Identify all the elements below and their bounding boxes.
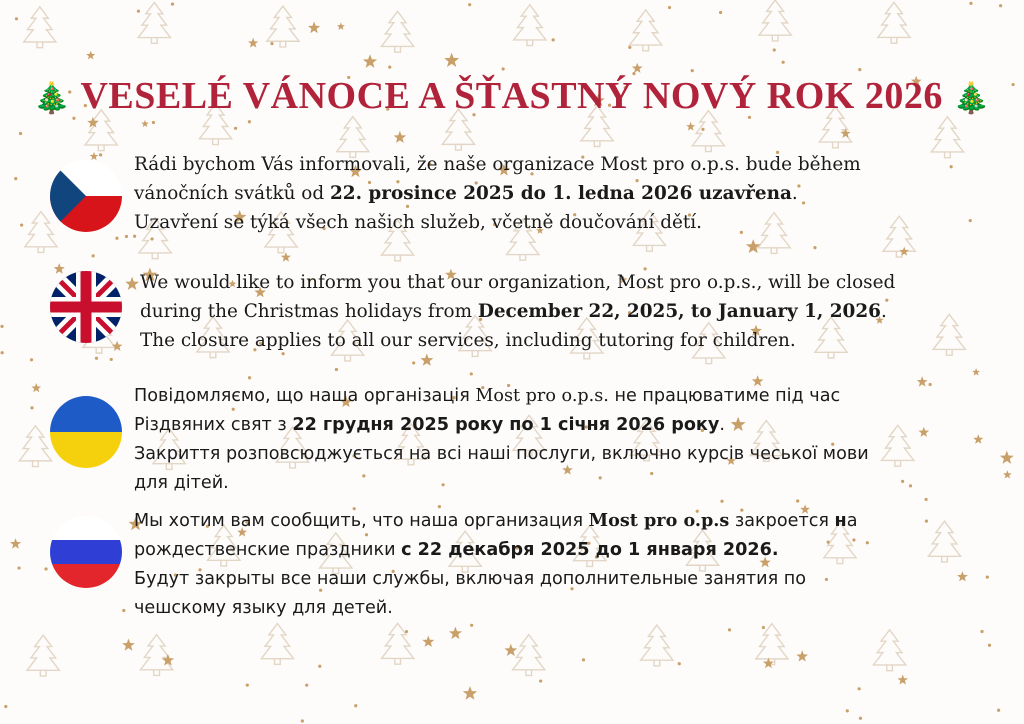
star-icon (898, 675, 909, 685)
dot-decoration (997, 709, 1000, 712)
title-text: VESELÉ VÁNOCE A ŠŤASTNÝ NOVÝ ROK 2026 (80, 75, 943, 117)
dot-decoration (470, 372, 473, 375)
star-icon (449, 627, 462, 640)
tree-outline-icon (261, 624, 293, 665)
star-icon (86, 51, 95, 60)
dot-decoration (691, 69, 694, 72)
tree-outline-icon (873, 630, 905, 671)
czech-line-1: Rádi bychom Vás informovali, že naše organizace Most pro o.p.s. bude během (134, 154, 861, 175)
dot-decoration (248, 120, 251, 123)
ukrainian-notice (134, 382, 869, 498)
star-icon (917, 376, 928, 386)
dot-decoration (796, 499, 799, 502)
star-icon (122, 639, 135, 651)
star-icon (394, 131, 407, 143)
dot-decoration (999, 4, 1002, 7)
dot-decoration (20, 223, 23, 226)
dot-decoration (720, 500, 723, 503)
dot-decoration (14, 177, 17, 180)
russian-notice (134, 506, 858, 623)
english-line-1: We would like to inform you that our organization, Most pro o.p.s., will be closed (140, 272, 896, 293)
dot-decoration (539, 679, 542, 682)
tree-outline-icon (933, 314, 965, 355)
dot-decoration (412, 361, 415, 364)
dot-decoration (405, 630, 408, 633)
dot-decoration (270, 42, 273, 45)
star-icon (919, 427, 930, 437)
ukrainian-line-3: Закриття розповсюджується на всі наші послуги, включно курсів чеської мови (134, 444, 869, 464)
tree-outline-icon (27, 635, 59, 676)
dot-decoration (858, 68, 861, 71)
dot-decoration (150, 237, 153, 240)
czech-flag-icon (50, 160, 122, 232)
star-icon (141, 120, 149, 127)
dot-decoration (4, 705, 7, 708)
dot-decoration (0, 325, 3, 328)
star-icon (504, 644, 517, 656)
ukrainian-dates: 22 грудня 2025 року по 1 січня 2026 року (292, 415, 720, 435)
dot-decoration (668, 6, 671, 9)
star-icon (125, 277, 139, 290)
dot-decoration (248, 376, 251, 379)
dot-decoration (929, 383, 932, 386)
star-icon (444, 53, 459, 67)
tree-outline-icon (25, 212, 57, 253)
star-icon (420, 354, 433, 366)
star-icon (337, 22, 345, 30)
dot-decoration (909, 484, 912, 487)
english-notice (140, 268, 895, 355)
czech-line-3: Uzavření se týká všech našich služeb, včetně doučování dětí. (134, 212, 703, 233)
dot-decoration (110, 358, 113, 361)
star-icon (112, 341, 123, 351)
star-icon (281, 252, 291, 262)
tree-outline-icon (24, 7, 56, 48)
dot-decoration (773, 48, 776, 51)
tree-outline-icon (882, 425, 914, 466)
dot-decoration (582, 658, 585, 661)
dot-decoration (122, 609, 125, 612)
tree-outline-icon (381, 623, 413, 664)
star-icon (973, 434, 983, 444)
star-icon (463, 686, 477, 700)
dot-decoration (859, 717, 862, 720)
ukrainian-line-1: Повідомляємо, що наша організація Most pro o.p.s. не працюватиме під час (134, 386, 841, 406)
dot-decoration (470, 624, 473, 627)
tree-outline-icon (756, 624, 788, 665)
dot-decoration (44, 567, 47, 570)
dot-decoration (137, 10, 140, 13)
star-icon (1000, 451, 1014, 464)
dot-decoration (95, 357, 98, 360)
tree-outline-icon (381, 11, 413, 52)
star-icon (899, 247, 909, 256)
dot-decoration (171, 3, 174, 6)
dot-decoration (17, 566, 20, 569)
star-icon (796, 650, 808, 661)
tree-outline-icon (630, 10, 662, 51)
dot-decoration (678, 662, 681, 665)
dot-decoration (468, 3, 471, 6)
dot-decoration (901, 480, 904, 483)
dot-decoration (969, 2, 972, 5)
tree-outline-icon (19, 426, 51, 467)
dot-decoration (15, 17, 18, 20)
tree-outline-icon (928, 521, 960, 562)
star-icon (90, 152, 99, 160)
dot-decoration (152, 121, 155, 124)
dot-decoration (866, 541, 869, 544)
star-icon (422, 636, 434, 647)
dot-decoration (19, 132, 22, 135)
czech-dates: 22. prosince 2025 do 1. ledna 2026 uzavřena (330, 183, 792, 204)
christmas-tree-icon: 🎄 (952, 81, 991, 116)
tree-outline-icon (878, 2, 910, 43)
star-icon (363, 54, 377, 68)
star-icon (87, 117, 98, 128)
russian-line-1: Мы хотим вам сообщить, что наша организация Most pro o.p.s закроется на (134, 510, 858, 531)
star-icon (972, 368, 980, 376)
russian-dates: с 22 декабря 2025 до 1 января 2026. (401, 540, 779, 560)
star-icon (746, 239, 761, 253)
star-icon (957, 571, 968, 581)
star-icon (31, 383, 41, 392)
russian-line-2: рождественские праздники с 22 декабря 2025 до 1 января 2026. (134, 540, 779, 560)
ukrainian-line-2: Різдвяних свят з 22 грудня 2025 року по 1 січня 2026 року. (134, 415, 725, 435)
dot-decoration (986, 575, 989, 578)
english-line-2: during the Christmas holidays from December 22, 2025, to January 1, 2026. (140, 301, 887, 322)
dot-decoration (318, 665, 321, 668)
tree-outline-icon (931, 117, 963, 158)
tree-outline-icon (513, 635, 545, 676)
dot-decoration (1, 351, 4, 354)
tree-outline-icon (883, 216, 915, 257)
czech-notice (134, 150, 861, 237)
christmas-tree-icon: 🎄 (33, 81, 72, 116)
page-title (0, 74, 1024, 118)
star-icon (54, 263, 65, 274)
ukraine-flag-icon (50, 396, 122, 468)
star-icon (10, 538, 21, 549)
star-icon (1003, 470, 1012, 478)
dot-decoration (925, 520, 928, 523)
dot-decoration (950, 165, 953, 168)
dot-decoration (924, 498, 927, 501)
russia-flag-icon (50, 516, 122, 588)
dot-decoration (30, 406, 33, 409)
dot-decoration (234, 127, 237, 130)
dot-decoration (813, 246, 816, 249)
uk-flag-icon (50, 271, 122, 343)
dot-decoration (246, 683, 249, 686)
star-icon (632, 63, 643, 73)
star-icon (308, 22, 320, 34)
star-icon (248, 38, 258, 48)
dot-decoration (552, 38, 555, 41)
english-line-3: The closure applies to all our services, including tutoring for children. (140, 330, 796, 351)
dot-decoration (92, 254, 95, 257)
dot-decoration (988, 644, 991, 647)
tree-outline-icon (138, 2, 170, 43)
czech-line-2: vánočních svátků od 22. prosince 2025 do 1. ledna 2026 uzavřena. (134, 183, 798, 204)
dot-decoration (719, 11, 722, 14)
dot-decoration (30, 358, 33, 361)
russian-line-4: чешскому языку для детей. (134, 598, 393, 618)
dot-decoration (125, 235, 128, 238)
english-dates: December 22, 2025, to January 1, 2026 (477, 301, 881, 322)
dot-decoration (762, 626, 765, 629)
dot-decoration (354, 704, 357, 707)
dot-decoration (502, 67, 505, 70)
tree-outline-icon (759, 0, 791, 41)
dot-decoration (846, 709, 849, 712)
ukrainian-line-4: для дітей. (134, 473, 229, 493)
dot-decoration (628, 46, 631, 49)
dot-decoration (99, 153, 102, 156)
star-icon (686, 122, 695, 131)
russian-line-3: Будут закрыты все наши службы, включая дополнительные занятия по (134, 569, 807, 589)
dot-decoration (980, 630, 983, 633)
dot-decoration (305, 684, 308, 687)
tree-outline-icon (641, 625, 673, 666)
dot-decoration (782, 61, 785, 64)
dot-decoration (728, 628, 731, 631)
tree-outline-icon (514, 5, 546, 46)
dot-decoration (388, 66, 391, 69)
dot-decoration (858, 687, 861, 690)
dot-decoration (115, 237, 118, 240)
dot-decoration (969, 219, 972, 222)
dot-decoration (335, 368, 338, 371)
tree-outline-icon (267, 6, 299, 47)
dot-decoration (301, 719, 304, 722)
dot-decoration (701, 128, 704, 131)
